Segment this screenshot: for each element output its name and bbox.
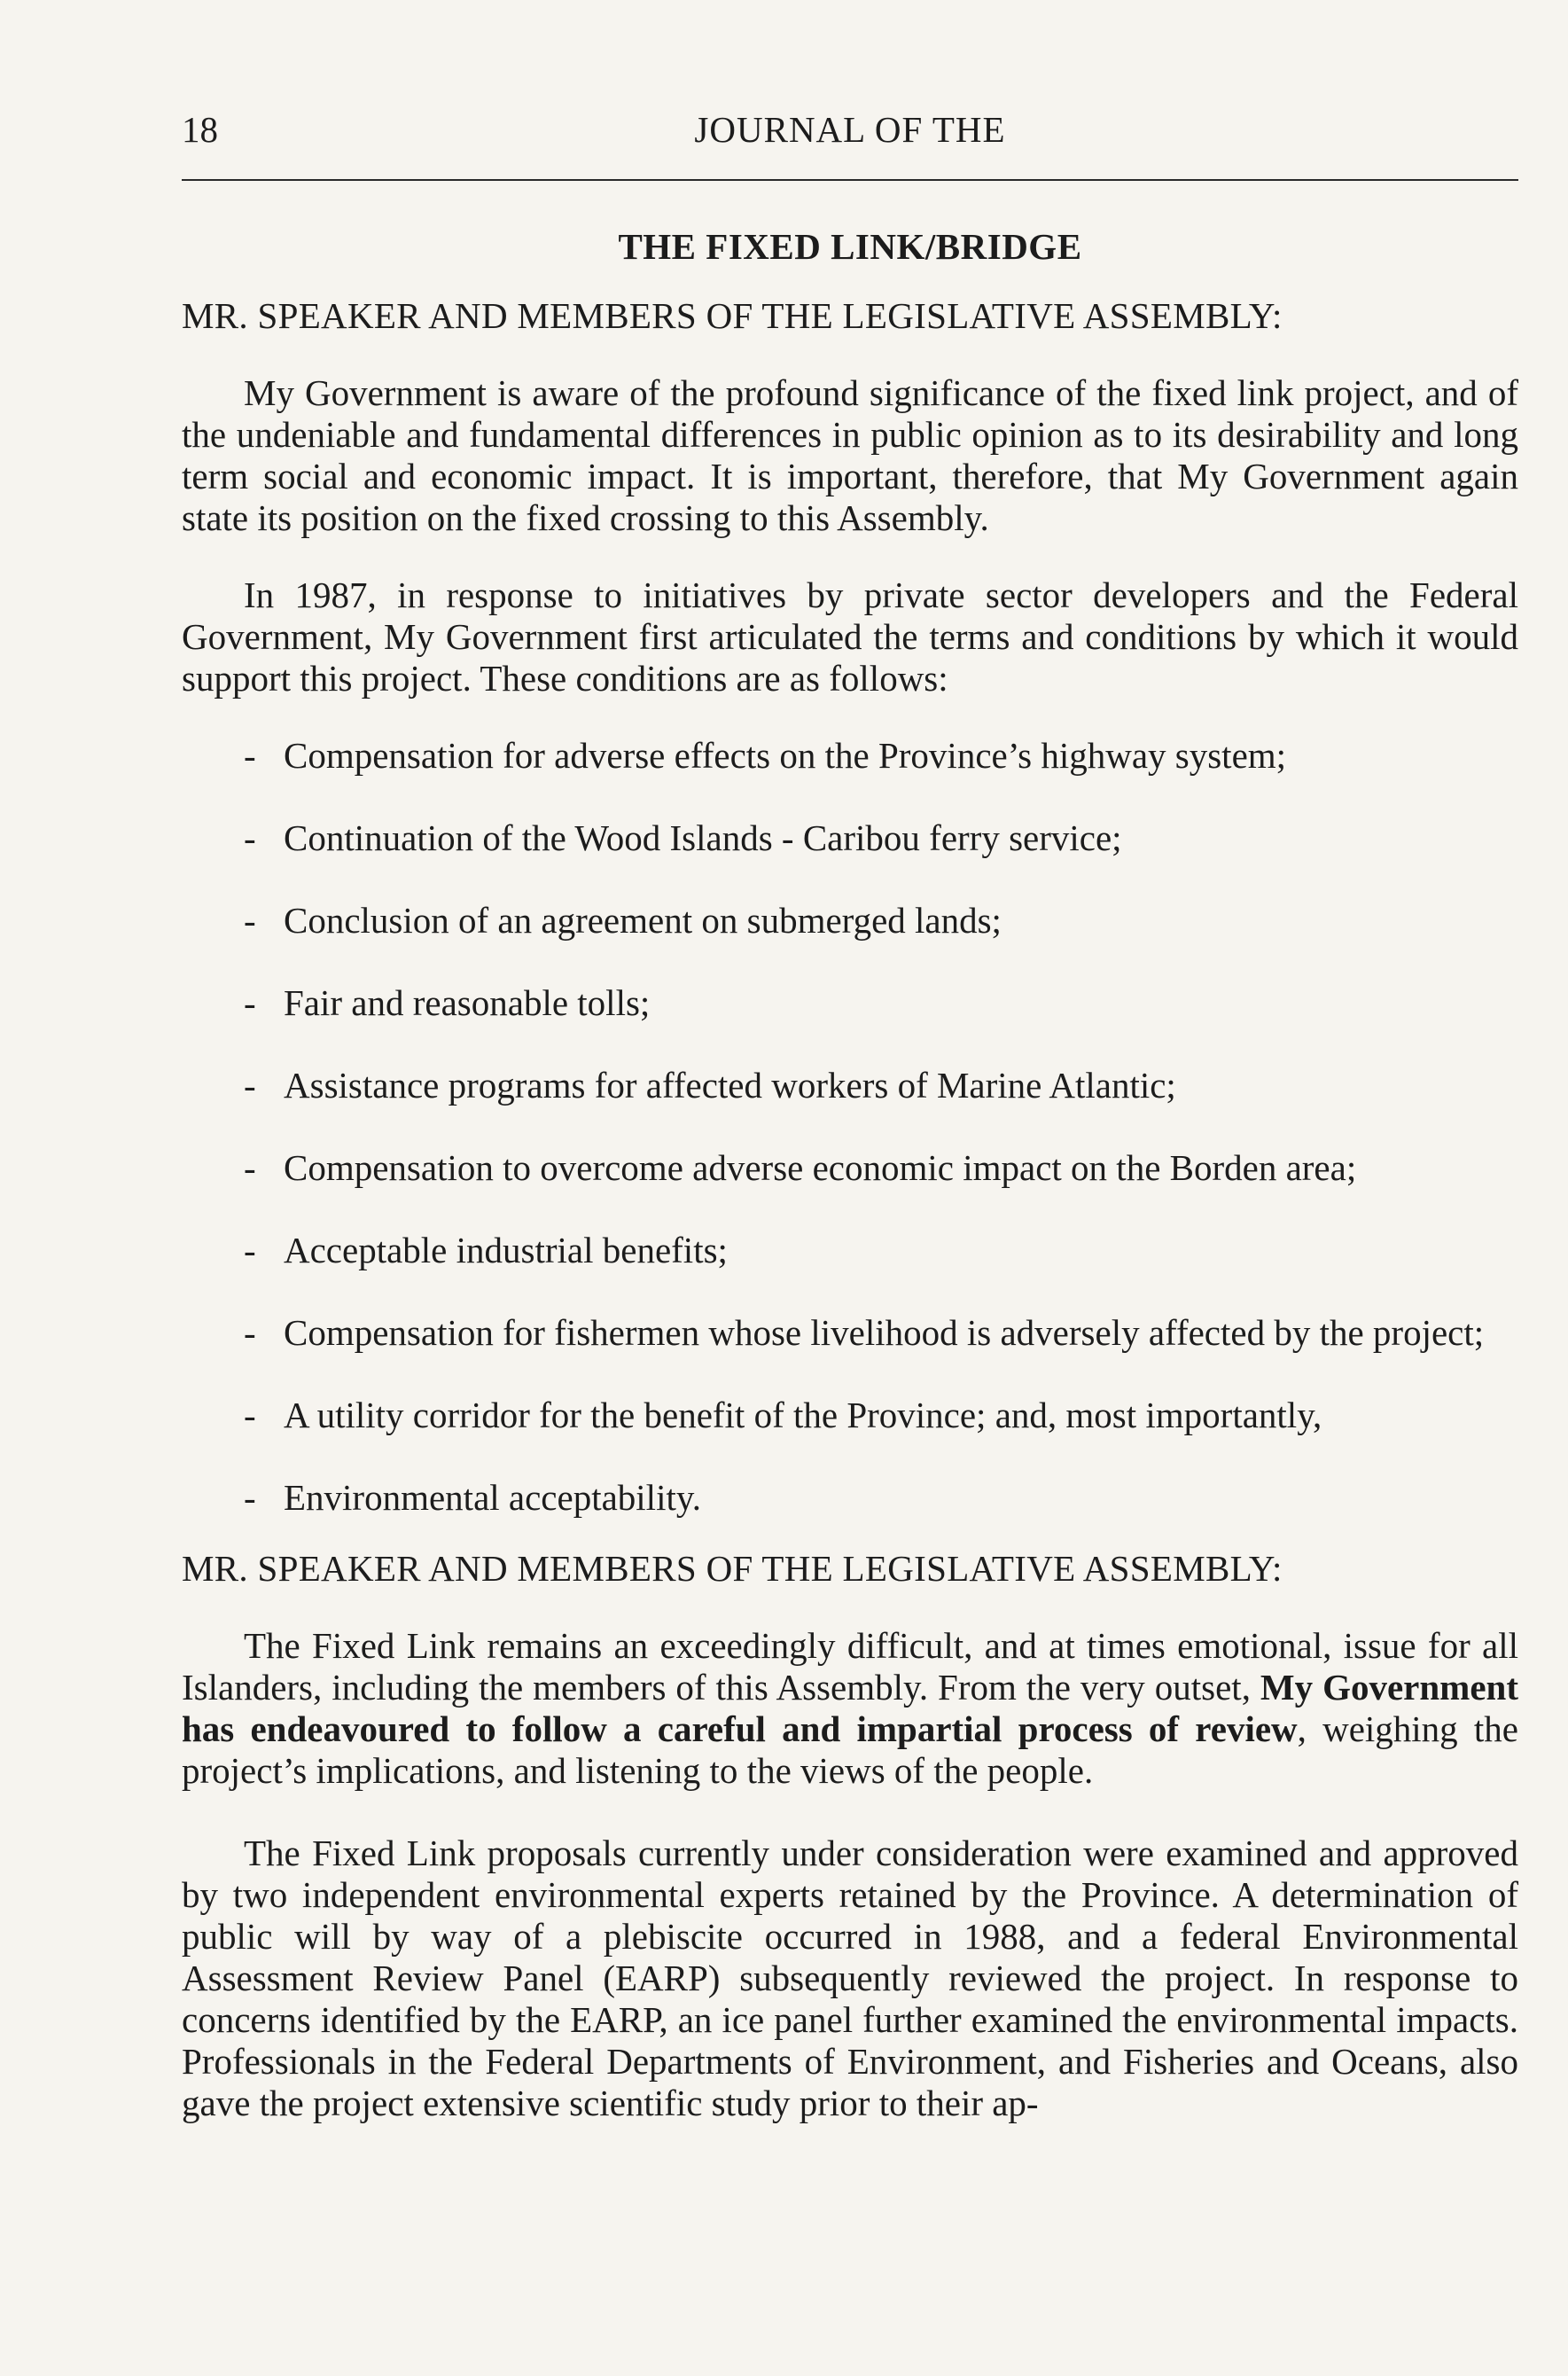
conditions-list [182,735,1518,1519]
paragraph-1987-conditions: In 1987, in response to initiatives by private sector developers and the Federal Government, My Government first articulated the terms and conditions by which it would support this project. These conditions are as follows: [182,574,1518,699]
list-dash: - [244,1477,256,1518]
section-title: THE FIXED LINK/BRIDGE [618,226,1082,267]
list-item [182,735,1518,777]
list-dash: - [244,1312,256,1353]
paragraph-government-aware: My Government is aware of the profound significance of the fixed link project, and of the undeniable and fundamental differences in public opinion as to its desirability and long term social and economic impact. It is important, therefore, that My Government again state its position on the fixed crossing to this Assembly. [182,372,1518,538]
paragraph-text: The Fixed Link remains an exceedingly difficult, and at times emotional, issue for all Islanders, including the members of this Assembly. From the very outset, [182,1625,1518,1708]
journal-page [182,105,1518,2124]
running-title: JOURNAL OF THE [694,109,1006,150]
list-item-text: Fair and reasonable tolls; [284,982,651,1023]
list-item-text: Continuation of the Wood Islands - Caribou ferry service; [284,817,1122,858]
list-item [182,817,1518,859]
list-item [182,1230,1518,1271]
header-rule [182,179,1518,181]
list-dash: - [244,900,256,941]
list-item-text: Environmental acceptability. [284,1477,701,1518]
list-dash: - [244,1147,256,1188]
list-item [182,1312,1518,1354]
address-speaker-2: MR. SPEAKER AND MEMBERS OF THE LEGISLATIVE ASSEMBLY: [182,1548,1283,1589]
page-number: 18 [182,109,218,150]
list-item-text: Compensation for adverse effects on the Province’s highway system; [284,735,1287,776]
page-header [182,105,1518,154]
list-item [182,1395,1518,1436]
address-speaker-1: MR. SPEAKER AND MEMBERS OF THE LEGISLATIVE ASSEMBLY: [182,295,1283,336]
list-dash: - [244,982,256,1023]
list-dash: - [244,817,256,858]
paragraph-text: , weighing the project’s implications, and listening to the views of the people. [182,1708,1518,1791]
list-item [182,1147,1518,1189]
list-item [182,1065,1518,1106]
list-item-text: Conclusion of an agreement on submerged lands; [284,900,1002,941]
list-item-text: A utility corridor for the benefit of the Province; and, most importantly, [284,1395,1322,1435]
list-item-text: Acceptable industrial benefits; [284,1230,728,1270]
list-item [182,1477,1518,1519]
paragraph-fixed-link-difficult [182,1625,1518,1792]
list-item-text: Assistance programs for affected workers of Marine Atlantic; [284,1065,1176,1106]
list-item [182,982,1518,1024]
list-dash: - [244,735,256,776]
list-dash: - [244,1395,256,1435]
list-item-text: Compensation for fishermen whose livelihood is adversely affected by the project; [284,1312,1485,1353]
list-item [182,900,1518,942]
emphasis-text: My Government has endeavoured to follow a careful and impartial process of review [182,1667,1518,1749]
list-dash: - [244,1230,256,1270]
paragraph-proposals-examined: The Fixed Link proposals currently under consideration were examined and approved by two independent environmental experts retained by the Province. A determination of public will by way of a plebiscite occurred in 1988, and a federal Environmental Assessment Review Panel (EARP) subsequently reviewed the project. In response to concerns identified by the EARP, an ice panel further examined the environmental impacts. Professionals in the Federal Departments of Environment, and Fisheries and Oceans, also gave the project extensive scientific study prior to their ap- [182,1833,1518,2123]
list-item-text: Compensation to overcome adverse economic impact on the Borden area; [284,1147,1357,1188]
list-dash: - [244,1065,256,1106]
